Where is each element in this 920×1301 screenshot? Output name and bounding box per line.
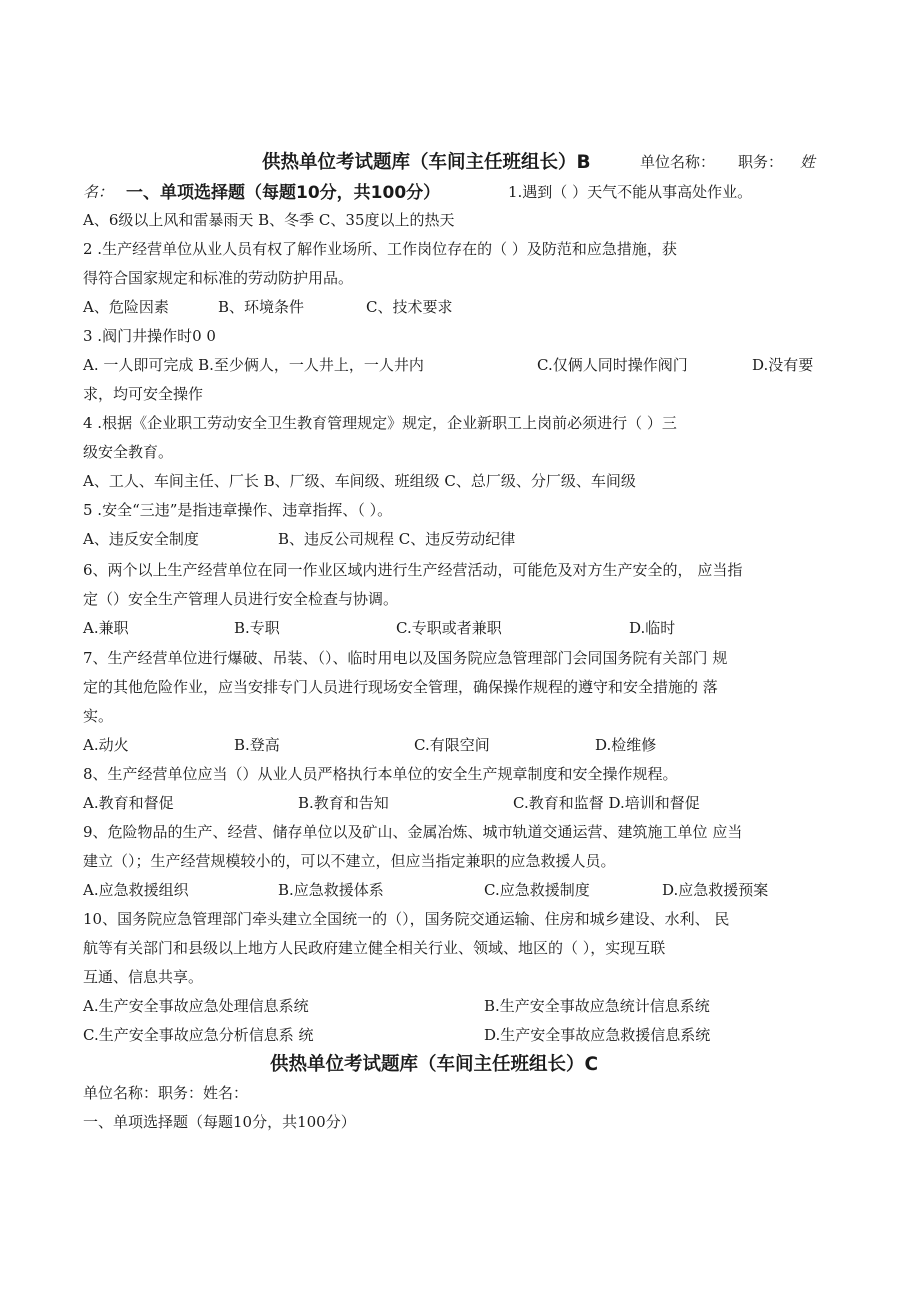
question-8-option-b: B.教育和告知 — [298, 794, 389, 812]
question-10-option-d: D.生产安全事故应急救援信息系统 — [484, 1026, 711, 1044]
question-4-options: A、工人、车间主任、厂长 B、厂级、车间级、班组级 C、总厂级、分厂级、车间级 — [83, 472, 636, 490]
question-9-option-b: B.应急救援体系 — [278, 881, 384, 899]
question-9-line-2: 建立（）；生产经营规模较小的，可以不建立，但应当指定兼职的应急救援人员。 — [83, 852, 616, 870]
paper-b-title-text: 供热单位考试题库（车间主任班组长） — [262, 152, 577, 173]
question-7-option-b: B.登高 — [234, 736, 280, 754]
question-6-line-2: 定（）安全生产管理人员进行安全检查与协调。 — [83, 590, 399, 608]
paper-b-section-heading: 一、单项选择题（每题10分，共100分） — [126, 183, 441, 203]
question-6-line-1: 6、两个以上生产经营单位在同一作业区域内进行生产经营活动，可能危及对方生产安全的， 应当指 — [83, 561, 743, 579]
question-3-option-c: C.仅俩人同时操作阀门 — [537, 356, 688, 374]
question-1: 1.遇到（ ）天气不能从事高处作业。 — [508, 183, 753, 201]
question-2-option-c: C、技术要求 — [366, 298, 453, 316]
question-10-option-c: C.生产安全事故应急分析信息系 统 — [83, 1026, 314, 1044]
question-7-line-3: 实。 — [83, 707, 114, 725]
question-7-option-c: C.有限空间 — [414, 736, 490, 754]
question-6-option-c: C.专职或者兼职 — [396, 619, 502, 637]
question-2-option-b: B、环境条件 — [218, 298, 305, 316]
question-8-option-a: A.教育和督促 — [83, 794, 174, 812]
question-5: 5 .安全“三违”是指违章操作、违章指挥、（ ）。 — [83, 501, 393, 519]
question-9-option-c: C.应急救援制度 — [484, 881, 590, 899]
question-3-option-d: D.没有要 — [752, 356, 814, 374]
question-6-option-d: D.临时 — [629, 619, 676, 637]
question-10-line-1: 10、国务院应急管理部门牵头建立全国统一的（），国务院交通运输、住房和城乡建设、水利、 民 — [83, 910, 730, 928]
question-7-line-2: 定的其他危险作业，应当安排专门人员进行现场安全管理，确保操作规程的遵守和安全措施的 落 — [83, 678, 718, 696]
question-9-option-d: D.应急救援预案 — [662, 881, 769, 899]
paper-b-name-label-2: 名： — [83, 183, 114, 201]
question-5-option-a: A、违反安全制度 — [83, 530, 199, 548]
question-4-line-1: 4 .根据《企业职工劳动安全卫生教育管理规定》规定，企业新职工上岗前必须进行（ ）三 — [83, 414, 677, 432]
paper-b-title — [262, 148, 591, 174]
question-8-option-cd: C.教育和监督 D.培训和督促 — [513, 794, 700, 812]
question-3: 3 .阀门井操作时0 0 — [83, 327, 216, 345]
question-9-line-1: 9、危险物品的生产、经营、储存单位以及矿山、金属冶炼、城市轨道交通运营、建筑施工单位 应当 — [83, 823, 743, 841]
question-6-option-a: A.兼职 — [83, 619, 129, 637]
question-4-line-2: 级安全教育。 — [83, 443, 174, 461]
question-7-line-1: 7、生产经营单位进行爆破、吊装、（）、临时用电以及国务院应急管理部门会同国务院有关部门 规 — [83, 649, 728, 667]
paper-b-name-label-1: 姓 — [800, 153, 816, 171]
question-3-line-2: 求，均可安全操作 — [83, 385, 204, 403]
question-2-option-a: A、危险因素 — [83, 298, 169, 316]
question-3-option-ab: A. 一人即可完成 B.至少俩人，一人井上，一人井内 — [83, 356, 424, 374]
paper-c-section-heading: 一、单项选择题（每题10分，共100分） — [83, 1113, 356, 1131]
paper-b-unit-label: 单位名称： — [640, 153, 716, 171]
question-7-option-a: A.动火 — [83, 736, 129, 754]
question-10-line-3: 互通、信息共享。 — [83, 968, 204, 986]
question-1-options: A、6级以上风和雷暴雨天 B、冬季 C、35度以上的热天 — [83, 211, 455, 229]
question-8: 8、生产经营单位应当（）从业人员严格执行本单位的安全生产规章制度和安全操作规程。 — [83, 765, 678, 783]
question-5-option-bc: B、违反公司规程 C、违反劳动纪律 — [278, 530, 516, 548]
question-2-line-2: 得符合国家规定和标准的劳动防护用品。 — [83, 269, 354, 287]
paper-b-title-suffix: B — [576, 152, 591, 173]
question-10-option-a: A.生产安全事故应急处理信息系统 — [83, 997, 309, 1015]
question-10-line-2: 航等有关部门和县级以上地方人民政府建立健全相关行业、领域、地区的（ ），实现互联 — [83, 939, 666, 957]
question-7-option-d: D.检维修 — [595, 736, 657, 754]
question-6-option-b: B.专职 — [234, 619, 280, 637]
question-9-option-a: A.应急救援组织 — [83, 881, 189, 899]
paper-c-meta: 单位名称：职务：姓名： — [83, 1084, 249, 1102]
paper-c-title: 供热单位考试题库（车间主任班组长）C — [270, 1054, 599, 1075]
question-2-line-1: 2 .生产经营单位从业人员有权了解作业场所、工作岗位存在的（ ）及防范和应急措施，获 — [83, 240, 677, 258]
paper-b-position-label: 职务： — [738, 153, 784, 171]
question-10-option-b: B.生产安全事故应急统计信息系统 — [484, 997, 710, 1015]
